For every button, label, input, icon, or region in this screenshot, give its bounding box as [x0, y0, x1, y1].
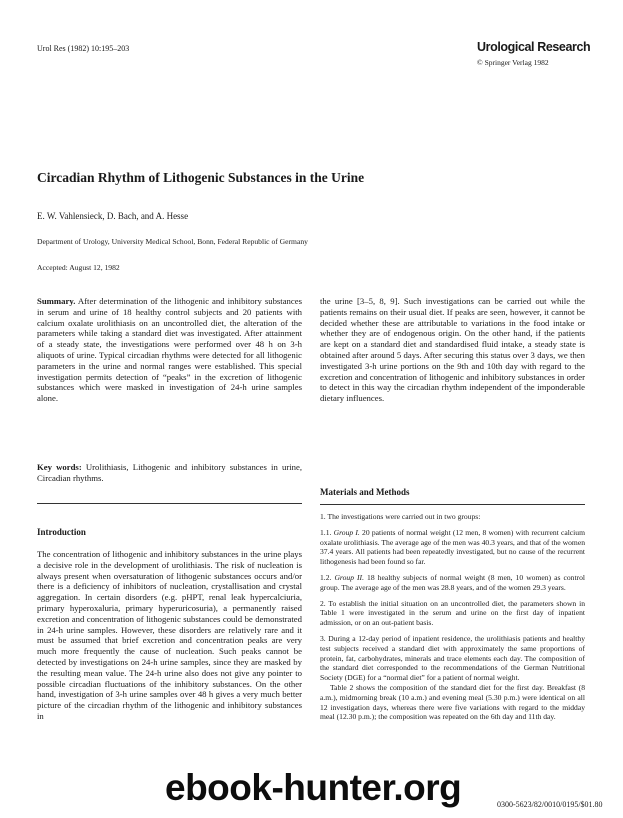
- watermark-text: ebook-hunter.org: [165, 767, 462, 808]
- methods-item-1-2: [320, 573, 585, 593]
- copyright-notice: © Springer Verlag 1982: [477, 58, 549, 67]
- summary-label: Summary.: [37, 296, 76, 306]
- divider-right: [320, 504, 585, 505]
- introduction-body: The concentration of lithogenic and inhibitory substances in the urine plays a decisive role in the development of urolithiasis. The risk of nucleation is always present when oversaturation of lithogenic substances occurs and/or there is a deficiency of inhibitors of nucleation, crystallisation and crystal aggregation. In certain disorders (e.g. pHPT, renal leak hypercalciuria, primary hyperoxaluria, primary hyperuricosuria), a permanently raised excretion and concentration of lithogenic substances could be demonstrated in 24-h urine samples. However, these disorders are relatively rare and it must be assumed that brief excretion and concentration peaks are very much more frequently the cause of nucleation. Such peaks cannot be detected by investigations on 24-h urine samples, since they are masked by the resulting mean value. The 24-h urine also does not give any pointer to possible circadian fluctuations of the inhibitory substances. On the other hand, investigation of 3-h urine samples over 48 h gives a very much better picture of the circadian rhythm of the lithogenic and inhibitory substances in: [37, 549, 302, 721]
- keywords-paragraph: [37, 462, 302, 484]
- publication-code: 0300-5623/82/0010/0195/$01.80: [497, 800, 603, 809]
- methods-item-3: 3. During a 12-day period of inpatient residence, the urolithiasis patients and healthy test subjects received a standard diet with approximately the same proportions of protein, fat, carbohydrates, minerals and trace elements each day. The composition of the standard diet corresponded to the recommendations of the German Nutritional Society (DGE) for a “normal diet” for a patient of normal weight.: [320, 633, 585, 683]
- methods-item-1-1-text: 20 patients of normal weight (12 men, 8 women) with recurrent calcium oxalate urolithiasis. The average age of the men was 40.3 years, and that of the women 37.4 years. All patients had been repeatedly investigated, but no cause of the recurrent lithogenesis had been found so far.: [320, 527, 585, 567]
- keywords-label: Key words:: [37, 462, 82, 472]
- article-title: Circadian Rhythm of Lithogenic Substances in the Urine: [37, 170, 365, 185]
- methods-list: [320, 512, 585, 728]
- methods-item-1-1: [320, 528, 585, 567]
- methods-item-1-2-label: Group II.: [334, 572, 364, 582]
- journal-name: Urological Research: [477, 40, 591, 54]
- introduction-heading: Introduction: [37, 527, 86, 537]
- methods-item-1-2-number: 1.2.: [320, 572, 332, 582]
- methods-item-1-1-number: 1.1.: [320, 527, 332, 537]
- author-affiliation: Department of Urology, University Medical School, Bonn, Federal Republic of Germany: [37, 237, 308, 246]
- accepted-date: Accepted: August 12, 1982: [37, 263, 120, 272]
- journal-citation: Urol Res (1982) 10:195–203: [37, 44, 130, 53]
- keywords-text: Urolithiasis, Lithogenic and inhibitory substances in urine, Circadian rhythms.: [37, 462, 302, 483]
- right-column-paragraph: the urine [3–5, 8, 9]. Such investigations can be carried out while the patients remains on their usual diet. If peaks are seen, however, it cannot be decided whether these are attributable to variations in the food intake or whether they are of endogenous origin. On the other hand, if the patients are kept on a standard diet and standardised fluid intake, a steady state is obtained after around 5 days. After securing this status over 3 days, we then investigated 3-h urine portions on the 9th and 10th day with regard to the excretion and concentration of lithogenic and inhibitory substances in order to detect in this way the circadian rhythm independent of the imponderable dietary influences.: [320, 296, 585, 404]
- methods-heading: Materials and Methods: [320, 487, 410, 497]
- summary-text: After determination of the lithogenic and inhibitory substances in serum and urine of 18 healthy control subjects and 20 patients with calcium oxalate urolithiasis on an uncontrolled diet, the alteration of the parameters while taking a standard diet was investigated. After attainment of a steady state, the investigations were performed over 48 h on 3-h aliquots of urine. Typical circadian rhythms were detected for all lithogenic parameters in the urine and normal ranges were established. This special investigation permits detection of “peaks” in the excretion of lithogenic substances which were masked in investigation of 24-h urine samples alone.: [37, 296, 302, 404]
- methods-item-1-1-label: Group I.: [333, 527, 360, 537]
- article-authors: E. W. Vahlensieck, D. Bach, and A. Hesse: [37, 211, 189, 221]
- methods-item-1: 1. The investigations were carried out in two groups:: [320, 512, 481, 521]
- methods-item-3-continued: Table 2 shows the composition of the standard diet for the first day. Breakfast (8 a.m.), midmorning break (10 a.m.) and evening meal (5.30 p.m.) were identical on all 12 investigation days, whereas there were five variations with regard to the midday meal (12.30 p.m.); the composition was repeated on the 6th day and 11th day.: [320, 682, 585, 722]
- methods-item-2: 2. To establish the initial situation on an uncontrolled diet, the parameters shown in Table 1 were investigated in the serum and urine on the first day of inpatient admission, or on an out-patient basis.: [320, 598, 585, 628]
- divider-left: [37, 503, 302, 504]
- summary-paragraph: [37, 296, 302, 404]
- methods-item-1-2-text: 18 healthy subjects of normal weight (8 men, 10 women) as control group. The average age of the men was 28.8 years, and of the women 29.3 years.: [320, 572, 585, 592]
